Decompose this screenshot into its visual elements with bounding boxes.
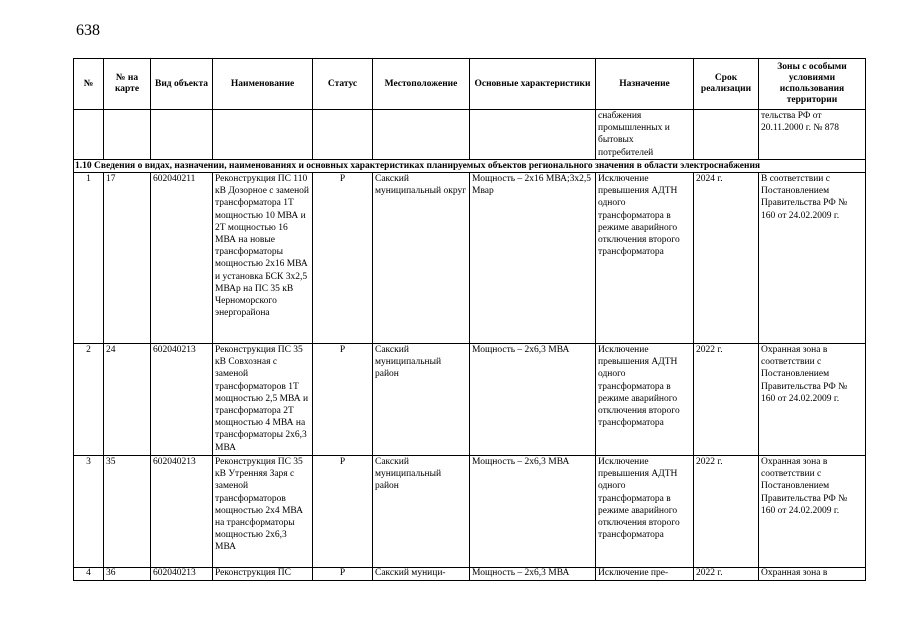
row-name: Реконструкция ПС xyxy=(213,568,313,581)
row-num: 4 xyxy=(74,568,104,581)
table-row xyxy=(74,568,866,581)
header-characteristics: Основные характеристики xyxy=(470,59,596,110)
row-type: 602040211 xyxy=(151,173,213,344)
page-number: 638 xyxy=(76,22,100,39)
row-location: Сакский муници- xyxy=(373,568,470,581)
header-name: Наименование xyxy=(213,59,313,110)
row-location: Сакский муниципальный округ xyxy=(373,173,470,344)
row-zones: Охранная зона в соответствии с Постановлением Правительства РФ № 160 от 24.02.2009 г. xyxy=(759,344,866,456)
row-name: Реконструкция ПС 35 кВ Утренняя Заря с заменой трансформаторов мощностью 2х4 МВА на трансформаторы мощностью 2х6,3 МВА xyxy=(213,456,313,568)
header-num: № xyxy=(74,59,104,110)
row-status: Р xyxy=(313,568,373,581)
row-purpose: Исключение превышения АДТН одного трансформатора в режиме аварийного отключения второго трансформатора xyxy=(596,173,694,344)
row-zones: В соответствии с Постановлением Правительства РФ № 160 от 24.02.2009 г. xyxy=(759,173,866,344)
table-row xyxy=(74,173,866,344)
section-title: 1.10 Сведения о видах, назначении, наименованиях и основных характеристиках планируемых объектов регионального значения в области электроснабжения xyxy=(74,159,866,172)
header-term: Срок реализации xyxy=(694,59,759,110)
header-map-num: № на карте xyxy=(104,59,151,110)
row-zones: Охранная зона в xyxy=(759,568,866,581)
row-location: Сакский муниципальный район xyxy=(373,344,470,456)
continuation-purpose: снабжения промышленных и бытовых потребителей xyxy=(596,110,694,160)
row-characteristics: Мощность – 2х6,3 МВА xyxy=(470,456,596,568)
row-name: Реконструкция ПС 35 кВ Совхозная с заменой трансформаторов 1Т мощностью 2,5 МВА и трансформатора 2Т мощностью 4 МВА на трансформаторы 2х6,3 МВА xyxy=(213,344,313,456)
row-map-num: 17 xyxy=(104,173,151,344)
row-map-num: 35 xyxy=(104,456,151,568)
row-term: 2022 г. xyxy=(694,344,759,456)
row-term: 2024 г. xyxy=(694,173,759,344)
row-map-num: 24 xyxy=(104,344,151,456)
table-row xyxy=(74,344,866,456)
continuation-zones: тельства РФ от 20.11.2000 г. № 878 xyxy=(759,110,866,160)
header-zones: Зоны с особыми условиями использования территории xyxy=(759,59,866,110)
row-num: 2 xyxy=(74,344,104,456)
table-header-row xyxy=(74,59,866,110)
section-row xyxy=(74,159,866,172)
row-purpose: Исключение превышения АДТН одного трансформатора в режиме аварийного отключения второго трансформатора xyxy=(596,344,694,456)
row-num: 3 xyxy=(74,456,104,568)
row-num: 1 xyxy=(74,173,104,344)
row-term: 2022 г. xyxy=(694,568,759,581)
row-status: Р xyxy=(313,456,373,568)
header-purpose: Назначение xyxy=(596,59,694,110)
header-status: Статус xyxy=(313,59,373,110)
row-name: Реконструкция ПС 110 кВ Дозорное с заменой трансформатора 1Т мощностью 10 МВА и 2Т мощностью 16 МВА на новые трансформаторы мощностью 2х16 МВА и установка БСК 3х2,5 МВАр на ПС 35 кВ Черноморского энергорайона xyxy=(213,173,313,344)
row-type: 602040213 xyxy=(151,344,213,456)
row-zones: Охранная зона в соответствии с Постановлением Правительства РФ № 160 от 24.02.2009 г. xyxy=(759,456,866,568)
planned-objects-table xyxy=(73,58,866,581)
row-characteristics: Мощность – 2х6,3 МВА xyxy=(470,568,596,581)
row-characteristics: Мощность – 2х6,3 МВА xyxy=(470,344,596,456)
row-status: Р xyxy=(313,344,373,456)
continuation-row xyxy=(74,110,866,160)
row-location: Сакский муниципальный район xyxy=(373,456,470,568)
row-status: Р xyxy=(313,173,373,344)
row-purpose: Исключение превышения АДТН одного трансформатора в режиме аварийного отключения второго трансформатора xyxy=(596,456,694,568)
row-map-num: 36 xyxy=(104,568,151,581)
row-purpose: Исключение пре- xyxy=(596,568,694,581)
row-type: 602040213 xyxy=(151,456,213,568)
header-location: Местоположение xyxy=(373,59,470,110)
row-term: 2022 г. xyxy=(694,456,759,568)
header-type: Вид объекта xyxy=(151,59,213,110)
table-row xyxy=(74,456,866,568)
row-type: 602040213 xyxy=(151,568,213,581)
row-characteristics: Мощность – 2х16 МВА;3х2,5 Мвар xyxy=(470,173,596,344)
